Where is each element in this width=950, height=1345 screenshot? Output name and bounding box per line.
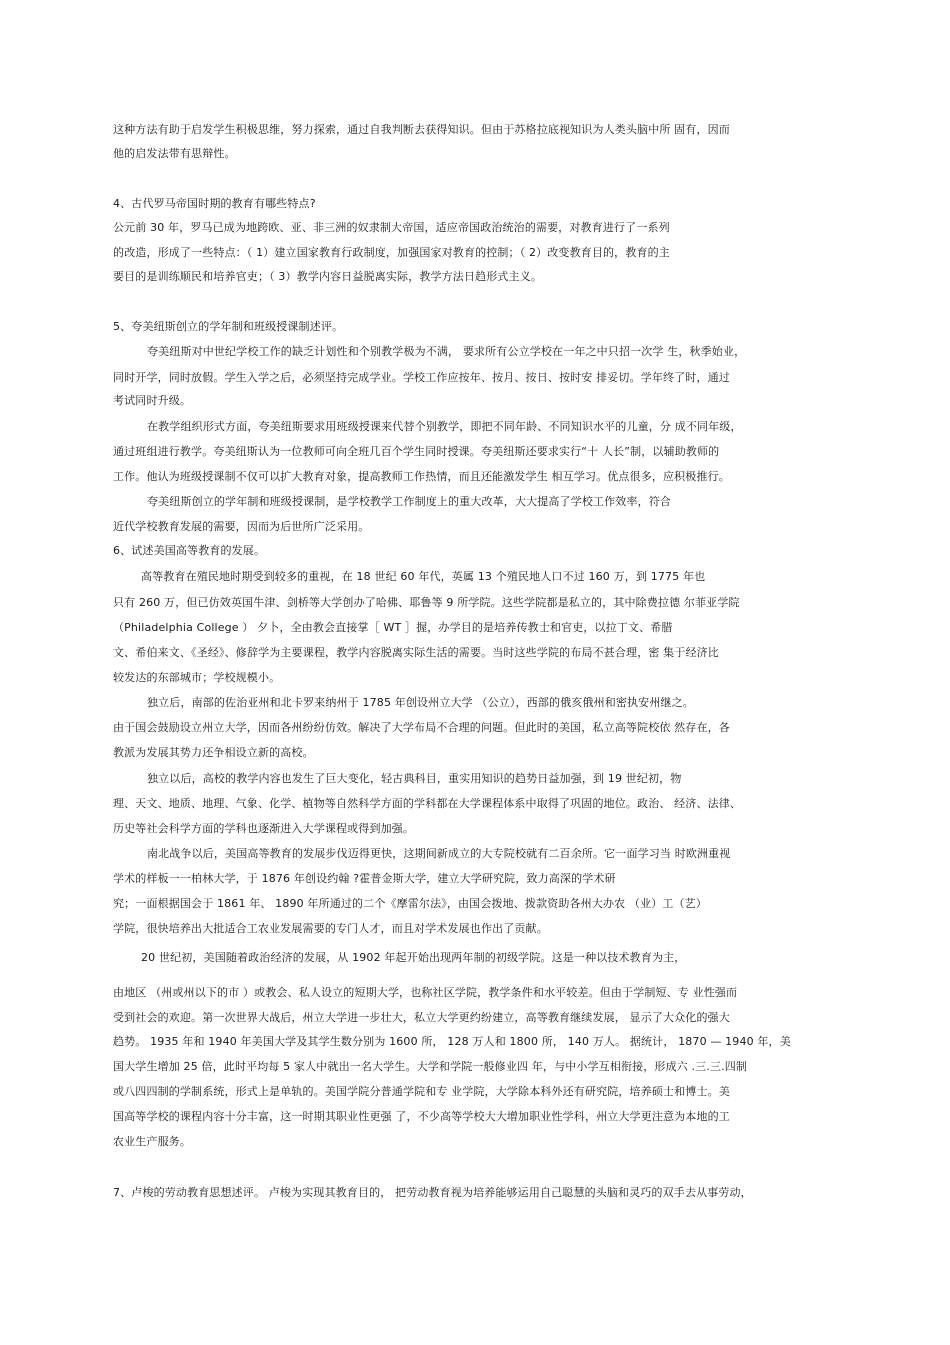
section-heading: 4、古代罗马帝国时期的教育有哪些特点? [113, 197, 316, 210]
section-heading: 6、试述美国高等教育的发展。 [113, 544, 266, 557]
text-line: 农业生产服务。 [113, 1135, 192, 1148]
text-line: 要目的是训练顺民和培养官吏；（ 3）教学内容日益脱离实际，教学方法日趋形式主义。 [113, 270, 542, 283]
text-line: 受到社会的欢迎。第一次世界大战后，州立大学进一步壮大，私立大学更约纷建立，高等教育继续发展， 显示了大众化的强大 [113, 1011, 730, 1024]
text-line: 较发达的东部城市；学校规模小。 [113, 671, 281, 684]
text-line: 学术的样板一一柏林大学，于 1876 年创设约翰 ?霍普金斯大学，建立大学研究院，致力高深的学术研 [113, 872, 616, 885]
text-line: 究；一面根据国会于 1861 年、 1890 年所通过的二个《摩雷尔法》，由国会拨地、拨款资助各州大办农 （业）工（艺） [113, 897, 707, 910]
text-line: 公元前 30 年，罗马已成为地跨欧、亚、非三洲的奴隶制大帝国，适应帝国政治统治的需要，对教育进行了一系列 [113, 221, 670, 234]
text-line: 同时开学，同时放假。学生入学之后，必须坚持完成学业。学校工作应按年、按月、按日、按时安 排妥切。学年终了时，通过 [113, 371, 730, 384]
text-line: 他的启发法带有思辩性。 [113, 147, 236, 160]
text-line: 夸美纽斯创立的学年制和班级授课制，是学校教学工作制度上的重大改革，大大提高了学校工作效率，符合 [147, 495, 672, 508]
text-line: 20 世纪初，美国随着政治经济的发展，从 1902 年起开始出现两年制的初级学院。这是一种以技术教育为主， [141, 951, 686, 964]
text-line: 工作。他认为班级授课制不仅可以扩大教育对象，提高教师工作热情，而且还能激发学生 相互学习。优点很多，应积极推行。 [113, 470, 730, 483]
text-line: 高等教育在殖民地时期受到较多的重视，在 18 世纪 60 年代，英属 13 个殖民地人口不过 160 万，到 1775 年也 [141, 570, 706, 583]
text-line: 历史等社会科学方面的学科也逐渐进入大学课程或得到加强。 [113, 822, 415, 835]
text-line: 教派为发展其势力还争相设立新的高校。 [113, 746, 314, 759]
text-line: 夸美纽斯对中世纪学校工作的缺乏计划性和个别教学极为不满， 要求所有公立学校在一年之中只招一次学 生，秋季始业， [147, 345, 746, 358]
text-line: 在教学组织形式方面，夸美纽斯要求用班级授课来代替个别教学，即把不同年龄、不同知识水平的儿童，分 成不同年级， [147, 420, 742, 433]
text-line: 独立以后，高校的教学内容也发生了巨大变化，轻古典科目，重实用知识的趋势日益加强，到 19 世纪初，物 [147, 772, 682, 785]
text-line: 文、希伯来文、《圣经》、修辞学为主要课程，教学内容脱离实际生活的需要。当时这些学院的布局不甚合理，密 集于经济比 [113, 646, 719, 659]
text-line: 只有 260 万，但已仿效英国牛津、剑桥等大学创办了哈佛、耶鲁等 9 所学院。这些学院都是私立的，其中除费拉德 尔菲亚学院 [113, 596, 740, 609]
text-line: 南北战争以后，美国高等教育的发展步伐迈得更快，这期间新成立的大专院校就有二百余所。它一面学习当 时欧洲重视 [147, 847, 731, 860]
section-heading: 5、夸美纽斯创立的学年制和班级授课制述评。 [113, 320, 344, 333]
text-line: 趋势。 1935 年和 1940 年美国大学及其学生数分别为 1600 所， 128 万人和 1800 所， 140 万人。 据统计， 1870 — 1940 年，美 [113, 1035, 791, 1048]
text-line: 国大学生增加 25 倍，此时平均每 5 家人中就出一名大学生。大学和学院一般修业四 年，与中小学互相衔接，形成六 .三.三.四制 [113, 1060, 748, 1073]
text-line: 学院，很快培养出大批适合工农业发展需要的专门人才，而且对学术发展也作出了贡献。 [113, 922, 548, 935]
section-heading: 7、卢梭的劳动教育思想述评。 卢梭为实现其教育目的， 把劳动教育视为培养能够运用自己聪慧的头脑和灵巧的双手去从事劳动， [113, 1186, 752, 1199]
text-line: （Philadelphia College ） 夕卜，全由教会直接掌［ WT ］握，办学目的是培养传教士和官吏，以拉丁文、希腊 [113, 621, 673, 634]
text-line: 独立后，南部的佐治亚州和北卡罗来纳州于 1785 年创设州立大学 （公立），西部的俄亥俄州和密执安州继之。 [147, 696, 694, 709]
text-line: 的改造，形成了一些特点：（ 1）建立国家教育行政制度，加强国家对教育的控制；（ 2）改变教育目的，教育的主 [113, 246, 670, 259]
text-line: 近代学校教育发展的需要，因而为后世所广泛采用。 [113, 520, 370, 533]
text-line: 理、天文、地质、地理、气象、化学、植物等自然科学方面的学科都在大学课程体系中取得了巩固的地位。政治、 经济、法律、 [113, 797, 742, 810]
text-line: 考试同时升级。 [113, 394, 192, 407]
text-line: 由地区 （州或州以下的市 ）或教会、私人设立的短期大学，也称社区学院，教学条件和水平较差。但由于学制短、专 业性强而 [113, 986, 738, 999]
text-line: 这种方法有助于启发学生积极思维，努力探索，通过自我判断去获得知识。但由于苏格拉底视知识为人类头脑中所 固有，因而 [113, 123, 730, 136]
text-line: 通过班组进行教学。夸美纽斯认为一位教师可向全班几百个学生同时授课。夸美纽斯还要求实行“十 人长”制，以辅助教师的 [113, 445, 720, 458]
text-line: 或八四四制的学制系统，形式上是单轨的。美国学院分普通学院和专 业学院，大学除本科外还有研究院，培养硕士和博士。美 [113, 1085, 730, 1098]
text-line: 由于国会鼓励设立州立大学，因而各州纷纷仿效。解决了大学布局不合理的问题。但此时的美国，私立高等院校依 然存在，各 [113, 721, 730, 734]
text-line: 国高等学校的课程内容十分丰富，这一时期其职业性更强 了，不少高等学校大大增加职业性学科，州立大学更注意为本地的工 [113, 1110, 730, 1123]
